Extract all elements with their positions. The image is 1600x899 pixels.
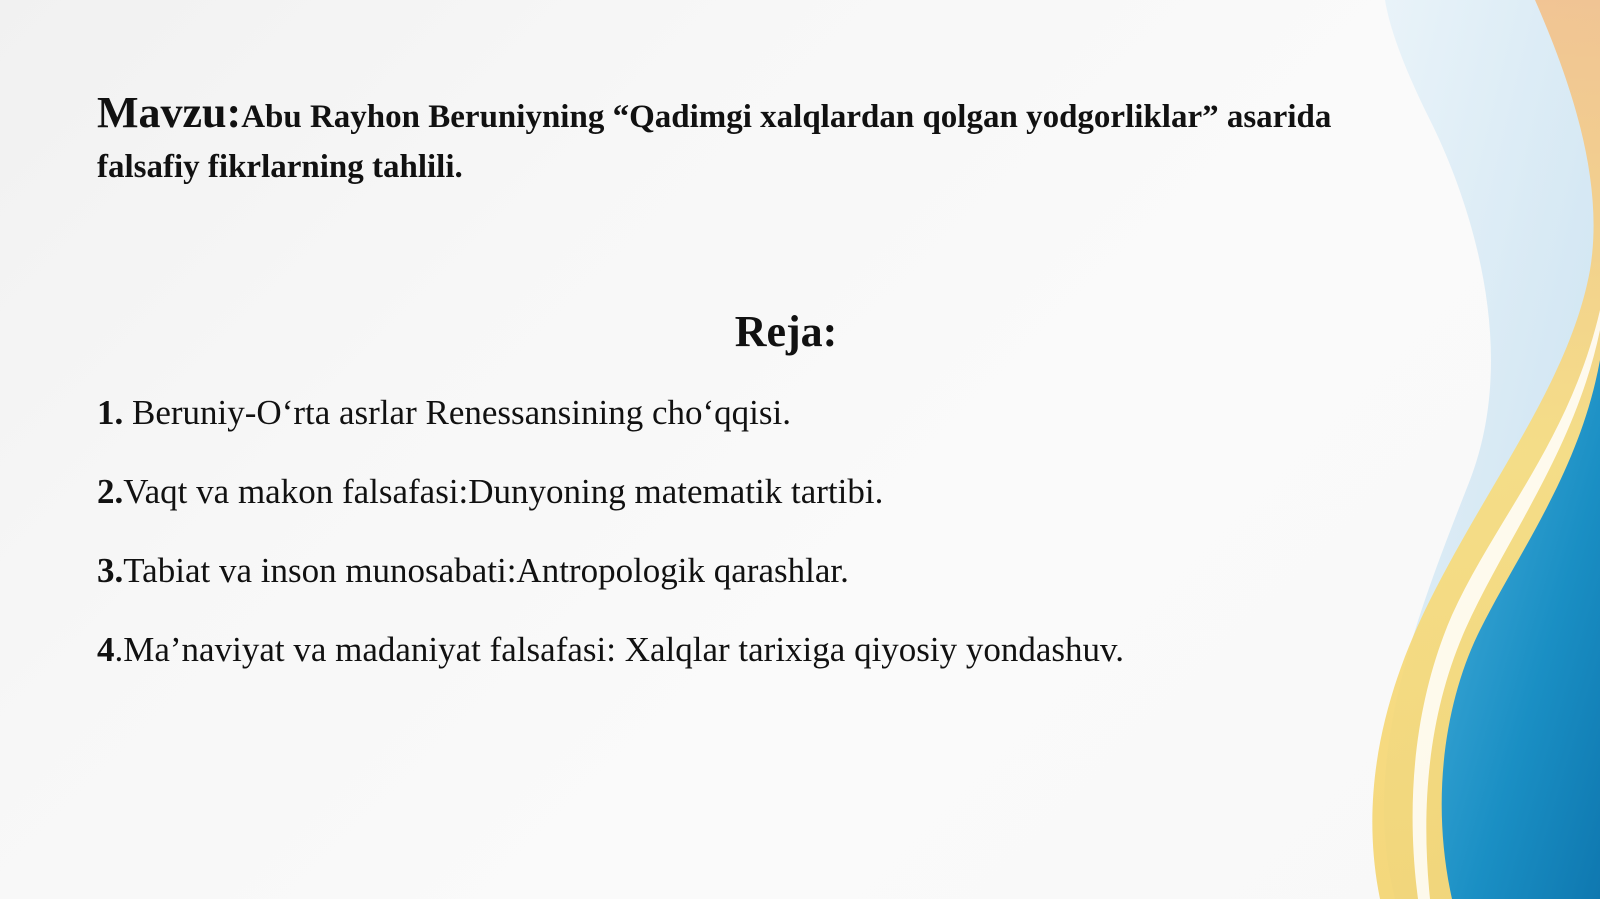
plan-item	[97, 627, 1357, 706]
plan-item	[97, 390, 1357, 469]
plan-item-number: 2.	[97, 472, 124, 511]
plan-item-text: .Ma’naviyat va madaniyat falsafasi: Xalqlar tarixiga qiyosiy yondashuv.	[114, 630, 1125, 669]
plan-heading: Reja:	[734, 307, 838, 356]
plan-item-text: Vaqt va makon falsafasi:Dunyoning matematik tartibi.	[123, 472, 884, 511]
plan-item	[97, 469, 1357, 548]
title-text: Abu Rayhon Beruniyning “Qadimgi xalqlardan qolgan yodgorliklar” asarida falsafiy fikrlarning tahlili.	[97, 99, 1332, 185]
plan-item-text: Tabiat va inson munosabati:Antropologik qarashlar.	[123, 551, 849, 590]
plan-item-text: Beruniy-O‘rta asrlar Renessansining cho‘qqisi.	[123, 393, 792, 432]
plan-item-number: 3.	[97, 551, 124, 590]
plan-item	[97, 548, 1357, 627]
plan-list	[97, 390, 1357, 706]
plan-item-number: 1.	[97, 393, 124, 432]
title-label: Mavzu:	[97, 88, 242, 137]
plan-item-number: 4	[97, 630, 115, 669]
slide-title	[97, 88, 1337, 192]
